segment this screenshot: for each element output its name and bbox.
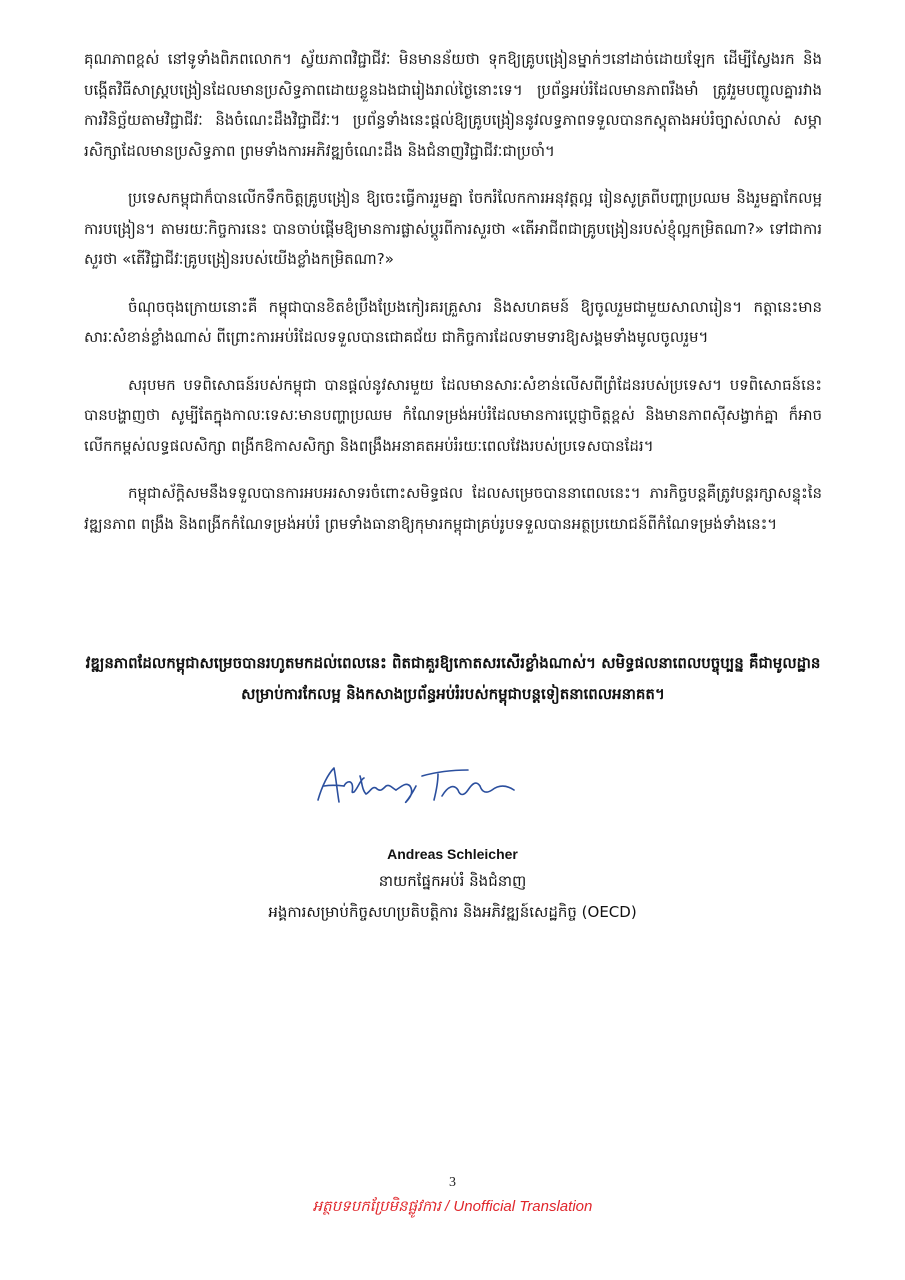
translation-footer: អត្ថបទបកប្រែមិនផ្លូវការ / Unofficial Translation [312,1198,593,1215]
paragraph-5: កម្ពុជាស័ក្តិសមនឹងទទួលបានការអបអរសាទរចំពោះសមិទ្ធផល ដែលសម្រេចបាននាពេលនេះ។ ភារកិច្ចបន្តគឺត្រូវបន្តរក្សាសន្ទុះនៃវឌ្ឍនភាព ពង្រឹង និងពង្រីកកំណែទម្រង់អប់រំ ព្រមទាំងធានាឱ្យកុមារកម្ពុជាគ្រប់រូបទទួលបានអត្ថប្រយោជន៍ពីកំណែទម្រង់ទាំងនេះ។ [84,484,822,533]
handwritten-signature [310,756,560,816]
page-number: 3 [449,1175,456,1190]
paragraph-2: ប្រទេសកម្ពុជាក៏បានលើកទឹកចិត្តគ្រូបង្រៀន ឱ្យចេះធ្វើការរួមគ្នា ចែករំលែកការអនុវត្តល្អ រៀនសូត្រពីបញ្ហាប្រឈម និងរួមគ្នាកែលម្អការបង្រៀន។ តាមរយៈកិច្ចការនេះ បានចាប់ផ្តើមឱ្យមានការផ្លាស់ប្តូរពីការសួរថា «តើអាជីពជាគ្រូបង្រៀនរបស់ខ្ញុំល្អកម្រិតណា?» ទៅជាការសួរថា «តើវិជ្ជាជីវៈគ្រូបង្រៀនរបស់យើងខ្លាំងកម្រិតណា?» [84,189,822,268]
signatory-name: Andreas Schleicher [387,846,518,862]
bold-conclusion: វឌ្ឍនភាពដែលកម្ពុជាសម្រេចបានរហូតមកដល់ពេលនេះ ពិតជាគួរឱ្យកោតសរសើរខ្លាំងណាស់។ សមិទ្ធផលនាពេលបច្ចុប្បន្ន គឺជាមូលដ្ឋានសម្រាប់ការកែលម្អ និងកសាងប្រព័ន្ធអប់រំរបស់កម្ពុជាបន្តទៀតនាពេលអនាគត។ [85,654,821,703]
paragraph-1: គុណភាពខ្ពស់ នៅទូទាំងពិភពលោក។ ស្វ័យភាពវិជ្ជាជីវៈ មិនមានន័យថា ទុកឱ្យគ្រូបង្រៀនម្នាក់ៗនៅដាច់ដោយឡែក ដើម្បីស្វែងរក និងបង្កើតវិធីសាស្ត្របង្រៀនដែលមានប្រសិទ្ធភាពដោយខ្លួនឯងជារៀងរាល់ថ្ងៃនោះទេ។ ប្រព័ន្ធអប់រំដែលមានភាពរឹងមាំ ត្រូវរួមបញ្ចូលគ្នារវាង ការវិនិច្ឆ័យតាមវិជ្ជាជីវៈ និងចំណេះដឹងវិជ្ជាជីវៈ។ ប្រព័ន្ធទាំងនេះផ្តល់ឱ្យគ្រូបង្រៀននូវលទ្ធភាពទទួលបានកស្តុតាងអប់រំច្បាស់លាស់ សម្ភារសិក្សាដែលមានប្រសិទ្ធភាព ព្រមទាំងការអភិវឌ្ឍចំណេះដឹង និងជំនាញវិជ្ជាជីវៈជាប្រចាំ។ [84,50,822,160]
paragraph-4: សរុបមក បទពិសោធន៍របស់កម្ពុជា បានផ្តល់នូវសារមួយ ដែលមានសារៈសំខាន់លើសពីព្រំដែនរបស់ប្រទេស។ បទពិសោធន៍នេះបានបង្ហាញថា សូម្បីតែក្នុងកាលៈទេសៈមានបញ្ហាប្រឈម កំណែទម្រង់អប់រំដែលមានការប្តេជ្ញាចិត្តខ្ពស់ និងមានភាពស៊ីសង្វាក់គ្នា ក៏អាចលើកកម្ពស់លទ្ធផលសិក្សា ពង្រីកឱកាសសិក្សា និងពង្រឹងអនាគតអប់រំរយៈពេលវែងរបស់ប្រទេសបានដែរ។ [84,375,822,455]
letter-body [84,44,822,556]
paragraph-3: ចំណុចចុងក្រោយនោះគឺ កម្ពុជាបានខិតខំប្រឹងប្រែងកៀរគរគ្រួសារ និងសហគមន៍ ឱ្យចូលរួមជាមួយសាលារៀន។ កត្តានេះមានសារៈសំខាន់ខ្លាំងណាស់ ពីព្រោះការអប់រំដែលទទួលបានជោគជ័យ ជាកិច្ចការដែលទាមទារឱ្យសង្គមទាំងមូលចូលរួម។ [84,297,822,346]
signatory-organization: អង្គការសម្រាប់កិច្ចសហប្រតិបត្តិការ និងអភិវឌ្ឍន៍សេដ្ឋកិច្ច (OECD) [268,903,637,921]
signatory-title: នាយកផ្នែកអប់រំ និងជំនាញ [378,872,527,890]
